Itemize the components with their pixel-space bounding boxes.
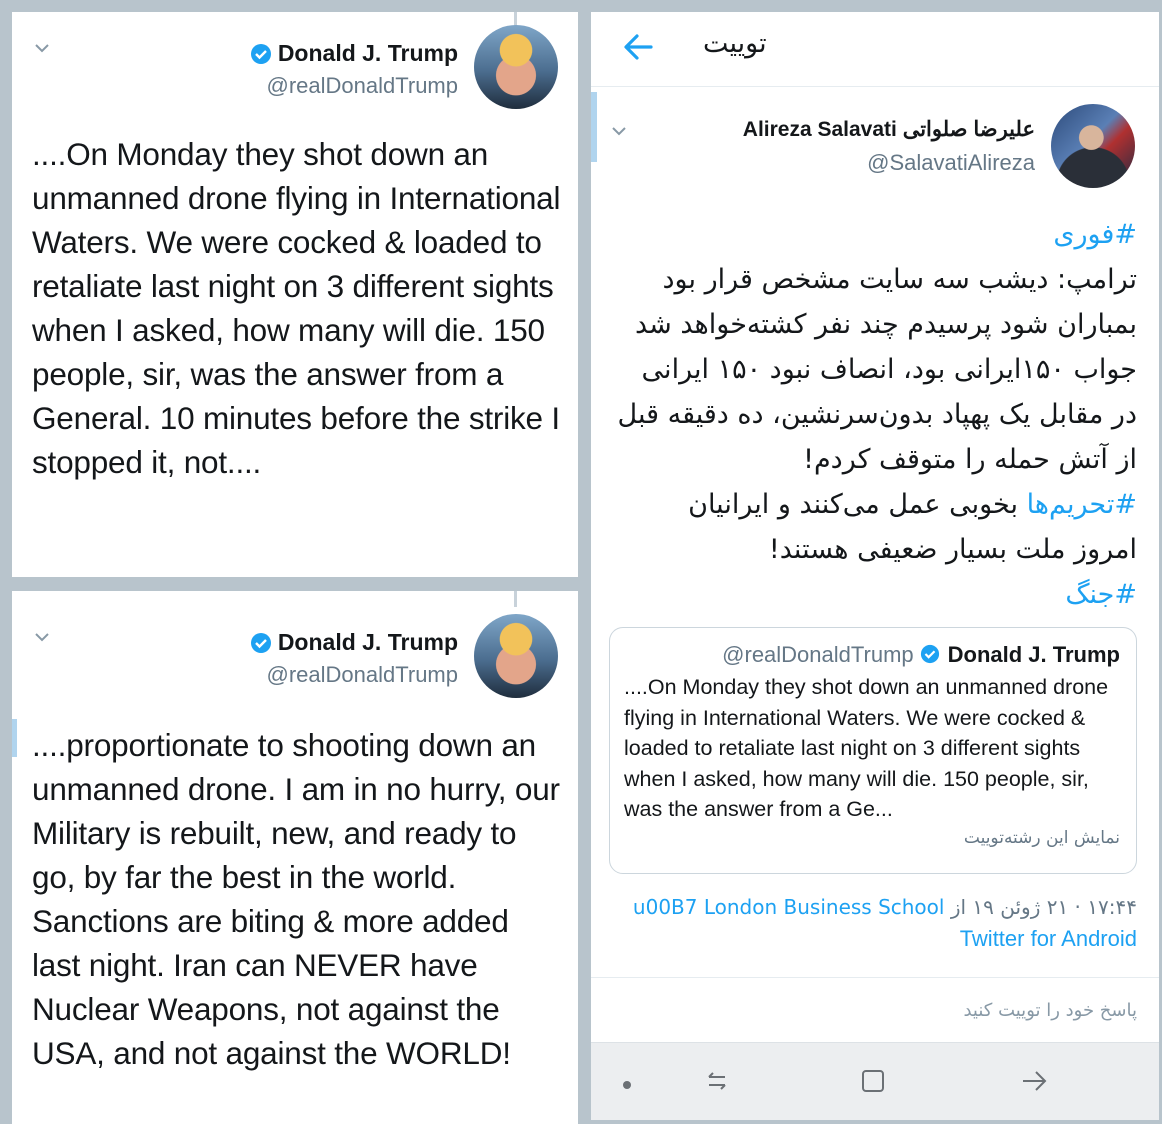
tweet-text: ....proportionate to shooting down an unmanned drone. I am in no hurry, our Military is rebuilt, new, and ready to go, by far the best in the world. Sanctions are biting & more added last night. Iran can NEVER have Nuclear Weapons, not against the USA, and not against the WORLD! (32, 727, 560, 1071)
hashtag-war[interactable]: #جنگ (1065, 579, 1137, 610)
tweet-detail-screen (591, 12, 1159, 1120)
author-name: Alireza Salavati علیرضا صلواتی (742, 118, 1035, 141)
android-nav-bar (591, 1042, 1159, 1120)
author-handle: @SalavatiAlireza (867, 150, 1035, 175)
verified-icon (250, 632, 272, 654)
thread-indicator (12, 719, 17, 757)
home-icon[interactable] (859, 1067, 887, 1099)
location-link[interactable]: u00B7 London Business School (632, 895, 945, 919)
author-name: Donald J. Trump (277, 40, 458, 66)
quoted-handle: @realDonaldTrump (722, 642, 914, 667)
tweet-body-main: ترامپ: دیشب سه سایت مشخص قرار بود بمباران شود پرسیدم چند نفر کشته‌خواهد شد جواب ۱۵۰ایرانی بود، انصاف نبود ۱۵۰ ایرانی در مقابل یک پهپاد بدون‌سرنشین، ده دقیقه قبل از آتش حمله را متوقف کردم! (617, 264, 1137, 475)
chevron-down-icon[interactable] (611, 122, 627, 141)
quoted-author (722, 642, 1120, 668)
hashtag-urgent[interactable]: #فوری (1053, 219, 1137, 250)
thread-indicator (591, 92, 597, 162)
show-thread-link[interactable]: نمایش این رشته‌توییت (963, 828, 1120, 848)
quoted-tweet[interactable] (609, 627, 1137, 874)
avatar[interactable] (474, 25, 558, 109)
quoted-text: ....On Monday they shot down an unmanned drone flying in International Waters. We were cocked & loaded to retaliate last night on 3 different sights when I asked, how many will die. 150 people, sir, was the answer from a Ge... (624, 675, 1109, 821)
tweet-author[interactable] (250, 40, 458, 99)
back-arrow-icon[interactable] (619, 28, 657, 66)
author-handle: @realDonaldTrump (266, 73, 458, 98)
avatar[interactable] (1051, 104, 1135, 188)
verified-icon (920, 644, 942, 666)
hashtag-sanctions[interactable]: #تحریم‌ها (1026, 489, 1137, 520)
quoted-name: Donald J. Trump (947, 642, 1120, 667)
tweet-meta (633, 895, 1137, 919)
tweet-author[interactable] (250, 629, 458, 688)
tweet-body-after: بخوبی عمل می‌کنند و ایرانیان امروز ملت بسیار ضعیفی هستند! (688, 489, 1137, 565)
tweet-card-1 (12, 12, 578, 577)
tweet-timestamp: ۱۷:۴۴ · ۲۱ ژوئن ۱۹ از (950, 895, 1137, 919)
tweet-author[interactable] (743, 117, 1035, 176)
tweet-text (617, 212, 1137, 617)
page-title: توییت (703, 28, 767, 59)
tweet-card-2 (12, 591, 578, 1124)
avatar[interactable] (474, 614, 558, 698)
client-link[interactable]: Twitter for Android (959, 926, 1137, 951)
tweet-text: ....On Monday they shot down an unmanned drone flying in International Waters. We were cocked & loaded to retaliate last night on 3 different sights when I asked, how many will die. 150 people, sir, was the answer from a General. 10 minutes before the strike I stopped it, not.... (32, 136, 561, 480)
chevron-down-icon[interactable] (34, 42, 48, 56)
reply-input[interactable] (591, 977, 1159, 1042)
chevron-down-icon[interactable] (34, 631, 48, 645)
author-handle: @realDonaldTrump (266, 662, 458, 687)
back-nav-icon[interactable] (1019, 1067, 1049, 1099)
top-bar (591, 12, 1159, 87)
verified-icon (250, 43, 272, 65)
reply-placeholder: پاسخ خود را توییت کنید (963, 1000, 1137, 1021)
nav-dot-icon[interactable] (621, 1076, 633, 1095)
thread-connector (514, 591, 517, 607)
recent-apps-icon[interactable] (703, 1067, 731, 1099)
author-name: Donald J. Trump (277, 629, 458, 655)
